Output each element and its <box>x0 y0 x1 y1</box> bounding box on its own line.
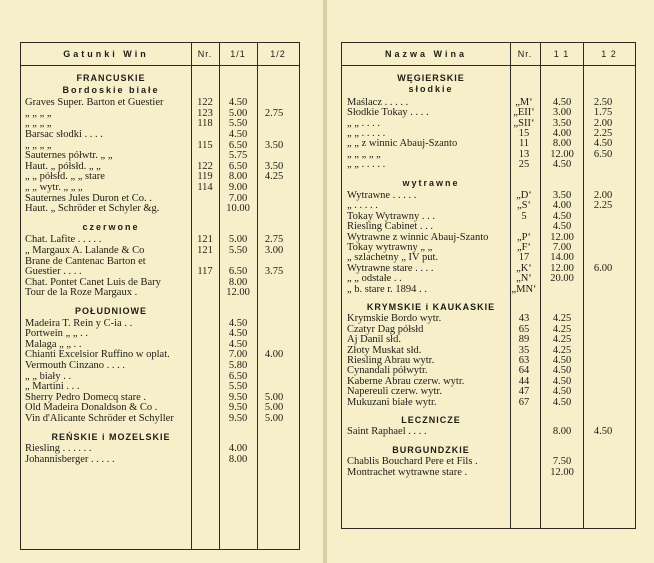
wine-row <box>342 284 635 295</box>
wine-name: Vermouth Cinzano . . . . <box>25 360 126 371</box>
wine-row <box>21 129 299 140</box>
wine-row <box>21 182 299 193</box>
wine-number: 44 <box>518 375 530 387</box>
price-full-bottle: 14.00 <box>550 252 574 264</box>
wine-name: Saint Raphael . . . . <box>347 426 427 438</box>
wine-row <box>21 171 299 182</box>
price-full-bottle: 5.00 <box>228 234 248 246</box>
price-half-bottle: 2.00 <box>593 117 613 129</box>
wine-row <box>342 345 635 356</box>
wine-number: „P‘ <box>517 231 531 243</box>
wine-name: Haut. „ półsłd. „ „ <box>25 160 101 172</box>
wine-name: Czatyr Dag półsłd <box>347 323 424 335</box>
wine-name: Riesling Abrau wytr. <box>347 355 435 366</box>
wine-row <box>342 242 635 253</box>
wine-name: „ . . . . . <box>347 200 378 212</box>
price-full-bottle: 5.50 <box>228 118 248 130</box>
wine-name: Riesling . . . . . . <box>25 443 92 455</box>
wine-number: 67 <box>518 396 530 408</box>
wine-row <box>21 277 299 288</box>
price-full-bottle: 12.00 <box>550 231 574 243</box>
wine-name: „ „ „ „ <box>25 107 52 119</box>
left-page <box>0 0 323 563</box>
wine-number: „EII‘ <box>513 107 535 119</box>
wine-name: Napereuli czerw. wytr. <box>347 386 442 398</box>
wine-row <box>342 467 635 478</box>
wine-row <box>342 355 635 366</box>
price-full-bottle: 6.50 <box>228 266 248 278</box>
wine-row <box>21 266 299 277</box>
price-half-bottle: 4.00 <box>264 349 284 361</box>
price-full-bottle: 5.50 <box>228 381 248 393</box>
price-full-bottle: 6.50 <box>228 160 248 172</box>
wine-row <box>21 193 299 204</box>
wine-number: „N‘ <box>516 273 532 285</box>
wine-row <box>342 149 635 160</box>
wine-name: Barsac słodki . . . . <box>25 129 103 140</box>
wine-row <box>21 339 299 350</box>
right-page <box>327 0 654 563</box>
section-subtitle: Bordoskie białe <box>62 84 160 95</box>
wine-row <box>342 107 635 118</box>
price-full-bottle: 9.50 <box>228 391 248 403</box>
column-header-full: 1/1 <box>230 49 246 59</box>
price-full-bottle: 9.00 <box>228 182 248 193</box>
price-full-bottle: 4.50 <box>552 355 572 366</box>
wine-row <box>21 203 299 214</box>
price-full-bottle: 6.50 <box>228 370 248 382</box>
price-full-bottle: 4.25 <box>552 323 572 335</box>
price-full-bottle: 8.00 <box>228 453 248 465</box>
wine-row <box>342 211 635 222</box>
wine-number: 122 <box>197 97 213 109</box>
price-full-bottle: 4.50 <box>552 365 572 377</box>
wine-name: Chablis Bouchard Pere et Fils . <box>347 456 478 468</box>
wine-table-left <box>20 42 300 550</box>
wine-row <box>21 413 299 424</box>
price-half-bottle: 4.50 <box>593 138 613 150</box>
wine-name: Vin d'Alicante Schröder et Schyller <box>25 413 174 424</box>
wine-name: Chianti Excelsior Ruffino w oplat. <box>25 349 170 361</box>
wine-name: „ „ . . . . <box>347 117 380 129</box>
price-half-bottle: 2.50 <box>593 96 613 108</box>
wine-number: „K‘ <box>516 262 532 274</box>
wine-number: 15 <box>518 128 530 139</box>
section-subtitle: słodkie <box>408 84 454 95</box>
price-full-bottle: 3.50 <box>552 117 572 129</box>
wine-name: Chat. Lafite . . . . . <box>25 234 102 246</box>
price-half-bottle: 3.50 <box>264 139 284 151</box>
wine-name: Madeira T. Rein y C-ia . . <box>25 317 133 329</box>
wine-name: Riesling Cabinet . . . <box>347 221 434 233</box>
wine-number: 119 <box>197 171 213 183</box>
column-header-half: 1/2 <box>270 49 286 59</box>
wine-name: Old Madeira Donaldson & Co . <box>25 402 158 414</box>
column-header-name: Nazwa Wina <box>385 49 467 59</box>
wine-number: „F‘ <box>517 242 531 253</box>
wine-number: 47 <box>518 386 530 398</box>
price-full-bottle: 5.50 <box>228 245 248 256</box>
column-header-name: Gatunki Win <box>63 49 149 59</box>
wine-row <box>21 454 299 465</box>
wine-number: 122 <box>197 160 213 172</box>
wine-name: „ Margaux A. Lalande & Co <box>25 245 145 256</box>
section-title: BURGUNDZKIE <box>392 444 470 455</box>
price-full-bottle: 4.50 <box>228 317 248 329</box>
price-full-bottle: 12.00 <box>226 287 250 299</box>
price-full-bottle: 4.00 <box>228 443 248 455</box>
section-subtitle: czerwone <box>82 221 140 232</box>
price-half-bottle: 6.00 <box>593 262 613 274</box>
price-full-bottle: 7.00 <box>552 242 572 253</box>
wine-number: 13 <box>518 148 530 160</box>
section-title: REŃSKIE i MOZELSKIE <box>51 431 171 442</box>
wine-name: „ „ półsłd. „ „ stare <box>25 171 105 183</box>
wine-number: 117 <box>197 266 213 278</box>
wine-name: „ „ „ „ <box>25 118 52 130</box>
wine-row <box>21 150 299 161</box>
wine-row <box>21 443 299 454</box>
wine-number: 114 <box>197 182 213 193</box>
price-full-bottle: 5.00 <box>228 107 248 119</box>
wine-number: „S‘ <box>517 200 531 212</box>
price-half-bottle: 6.50 <box>593 148 613 160</box>
wine-name: Krymskie Bordo wytr. <box>347 313 442 325</box>
price-full-bottle: 8.00 <box>228 276 248 288</box>
wine-row <box>342 456 635 467</box>
wine-name: „ szlachetny „ IV put. <box>347 252 439 264</box>
wine-name: Wytrawne stare . . . . <box>347 262 434 274</box>
wine-name: Tour de la Roze Margaux . <box>25 287 138 299</box>
wine-row <box>342 252 635 263</box>
wine-row <box>342 324 635 335</box>
wine-number: „SII‘ <box>513 117 535 129</box>
price-full-bottle: 4.50 <box>228 129 248 140</box>
wine-row <box>21 161 299 172</box>
price-full-bottle: 7.00 <box>228 349 248 361</box>
wine-name: Mukuzani białe wytr. <box>347 396 437 408</box>
wine-number: 65 <box>518 323 530 335</box>
wine-name: Tokay Wytrawny . . . <box>347 210 435 222</box>
price-full-bottle: 4.50 <box>552 221 572 233</box>
price-full-bottle: 12.00 <box>550 148 574 160</box>
wine-name: „ „ „ „ <box>25 139 52 151</box>
wine-number: 25 <box>518 159 530 171</box>
price-full-bottle: 4.25 <box>552 344 572 356</box>
price-full-bottle: 4.25 <box>552 334 572 346</box>
price-full-bottle: 4.50 <box>552 396 572 408</box>
wine-name: Maślacz . . . . . <box>347 96 409 108</box>
wine-row <box>342 97 635 108</box>
wine-row <box>342 313 635 324</box>
price-half-bottle: 4.25 <box>264 171 284 183</box>
wine-number: „M‘ <box>515 96 533 108</box>
wine-row <box>342 334 635 345</box>
price-full-bottle: 5.80 <box>228 360 248 371</box>
price-half-bottle: 2.75 <box>264 234 284 246</box>
wine-name: Sauternes Jules Duron et Co. . <box>25 192 152 204</box>
wine-name: „ „ z winnic Abauj-Szanto <box>347 138 458 150</box>
wine-number: 121 <box>197 245 213 256</box>
wine-row <box>342 386 635 397</box>
wine-name: „ Martini . . . <box>25 381 80 393</box>
price-half-bottle: 5.00 <box>264 413 284 424</box>
price-half-bottle: 5.00 <box>264 391 284 403</box>
wine-name: Malaga „ „ . . <box>25 338 82 350</box>
price-full-bottle: 6.50 <box>228 139 248 151</box>
wine-row <box>342 273 635 284</box>
column-header-nr: Nr. <box>517 49 533 59</box>
wine-name: Kaberne Abrau czerw. wytr. <box>347 375 465 387</box>
wine-row <box>21 371 299 382</box>
price-full-bottle: 4.00 <box>552 200 572 212</box>
wine-number: 89 <box>518 334 530 346</box>
price-full-bottle: 20.00 <box>550 273 574 285</box>
column-header-half: 1 2 <box>601 49 617 59</box>
wine-row <box>21 392 299 403</box>
wine-name: Wytrawne z winnic Abauj-Szanto <box>347 231 489 243</box>
price-full-bottle: 3.00 <box>552 107 572 119</box>
section-title: KRYMSKIE i KAUKASKIE <box>366 302 496 312</box>
wine-name: Sauternes półwtr. „ „ <box>25 150 113 162</box>
wine-row <box>342 232 635 243</box>
wine-row <box>342 365 635 376</box>
wine-row <box>21 318 299 329</box>
wine-name: Złoty Muskat słd. <box>347 344 422 356</box>
price-full-bottle: 3.50 <box>552 190 572 201</box>
wine-row <box>342 263 635 274</box>
wine-name: Guestier . . . . <box>25 266 82 278</box>
price-full-bottle: 12.00 <box>550 262 574 274</box>
wine-name: „ „ odstałe . . <box>347 273 402 285</box>
price-full-bottle: 4.50 <box>552 386 572 398</box>
wine-name: Johannisberger . . . . . <box>25 453 115 465</box>
price-half-bottle: 3.50 <box>264 160 284 172</box>
section-title: WĘGIERSKIE <box>397 73 465 83</box>
wine-number: 35 <box>518 344 530 356</box>
price-half-bottle: 1.75 <box>593 107 613 119</box>
wine-name: Chat. Pontet Canet Luis de Bary <box>25 276 161 288</box>
wine-name: Tokay wytrawny „ „ <box>347 242 433 253</box>
wine-row <box>342 200 635 211</box>
price-half-bottle: 2.25 <box>593 200 613 212</box>
wine-name: Wytrawne . . . . . <box>347 190 417 201</box>
wine-row <box>21 287 299 298</box>
wine-row <box>342 138 635 149</box>
price-full-bottle: 5.75 <box>228 150 248 162</box>
price-full-bottle: 4.50 <box>552 210 572 222</box>
wine-row <box>21 245 299 256</box>
price-full-bottle: 9.50 <box>228 413 248 424</box>
wine-row <box>21 234 299 245</box>
price-half-bottle: 3.00 <box>264 245 284 256</box>
price-full-bottle: 4.50 <box>228 338 248 350</box>
price-full-bottle: 7.50 <box>552 456 572 468</box>
price-full-bottle: 7.00 <box>228 192 248 204</box>
wine-name: Montrachet wytrawne stare . <box>347 466 468 478</box>
wine-row <box>342 159 635 170</box>
wine-row <box>342 376 635 387</box>
wine-name: Graves Super. Barton et Guestier <box>25 97 164 109</box>
wine-number: 64 <box>518 365 530 377</box>
wine-name: Cynandali półwytr. <box>347 365 428 377</box>
wine-row <box>21 360 299 371</box>
price-half-bottle: 5.00 <box>264 402 284 414</box>
wine-row <box>21 349 299 360</box>
wine-name: Sherry Pedro Domecq stare . <box>25 391 147 403</box>
wine-number: 11 <box>518 138 530 150</box>
price-full-bottle: 10.00 <box>226 203 250 215</box>
wine-number: 17 <box>518 252 530 264</box>
price-half-bottle: 2.00 <box>593 190 613 201</box>
wine-name: Słodkie Tokay . . . . <box>347 107 429 119</box>
column-header-full: 1 1 <box>553 49 570 59</box>
price-half-bottle: 3.75 <box>264 266 284 278</box>
section-title: POŁUDNIOWE <box>75 306 147 316</box>
column-header-nr: Nr. <box>197 49 213 59</box>
wine-row <box>21 140 299 151</box>
wine-row <box>21 402 299 413</box>
price-full-bottle: 9.50 <box>228 402 248 414</box>
price-full-bottle: 4.50 <box>552 375 572 387</box>
price-full-bottle: 8.00 <box>552 138 572 150</box>
wine-name: „ „ . . . . . <box>347 128 386 139</box>
section-title: LECZNICZE <box>401 415 461 425</box>
section-title: FRANCUSKIE <box>76 73 146 83</box>
price-full-bottle: 4.25 <box>552 313 572 325</box>
wine-row <box>342 221 635 232</box>
wine-row <box>21 97 299 108</box>
wine-number: 43 <box>518 313 530 325</box>
wine-row <box>21 108 299 119</box>
wine-number: 121 <box>197 234 213 246</box>
wine-name: Portwein „ „ . . <box>25 328 88 340</box>
price-full-bottle: 4.00 <box>552 128 572 139</box>
wine-name: „ b. stare r. 1894 . . <box>347 283 427 295</box>
price-full-bottle: 4.50 <box>552 159 572 171</box>
wine-row <box>21 328 299 339</box>
wine-name: Haut. „ Schröder et Schyler &g. <box>25 203 160 215</box>
wine-name: Brane de Cantenac Barton et <box>25 255 146 267</box>
wine-name: „ „ „ „ „ <box>347 148 381 160</box>
wine-table-right <box>341 42 636 529</box>
price-full-bottle: 12.00 <box>550 466 574 478</box>
price-half-bottle: 2.75 <box>264 107 284 119</box>
wine-name: „ „ biały . . <box>25 370 72 382</box>
wine-row <box>21 118 299 129</box>
wine-row <box>342 118 635 129</box>
wine-number: „MN‘ <box>511 283 537 295</box>
wine-row <box>21 381 299 392</box>
price-full-bottle: 8.00 <box>552 426 572 438</box>
wine-number: 115 <box>197 139 213 151</box>
table-header <box>342 43 635 66</box>
price-full-bottle: 8.00 <box>228 171 248 183</box>
price-half-bottle: 4.50 <box>593 426 613 438</box>
section-subtitle: wytrawne <box>402 177 460 188</box>
price-full-bottle: 4.50 <box>552 96 572 108</box>
wine-name: „ „ wytr. „ „ „ <box>25 182 83 193</box>
wine-row <box>342 128 635 139</box>
price-full-bottle: 4.50 <box>228 328 248 340</box>
wine-row <box>342 397 635 408</box>
price-half-bottle: 2.25 <box>593 128 613 139</box>
wine-row <box>342 426 635 437</box>
wine-number: 118 <box>197 118 213 130</box>
price-full-bottle: 4.50 <box>228 97 248 109</box>
wine-row <box>342 190 635 201</box>
wine-number: 5 <box>521 210 527 222</box>
wine-number: 63 <box>518 355 530 366</box>
wine-name: „ „ . . . . . <box>347 159 386 171</box>
wine-row <box>21 256 299 267</box>
wine-name: Aj Danil słd. <box>347 334 401 346</box>
wine-number: „D‘ <box>516 190 532 201</box>
wine-number: 123 <box>197 107 213 119</box>
